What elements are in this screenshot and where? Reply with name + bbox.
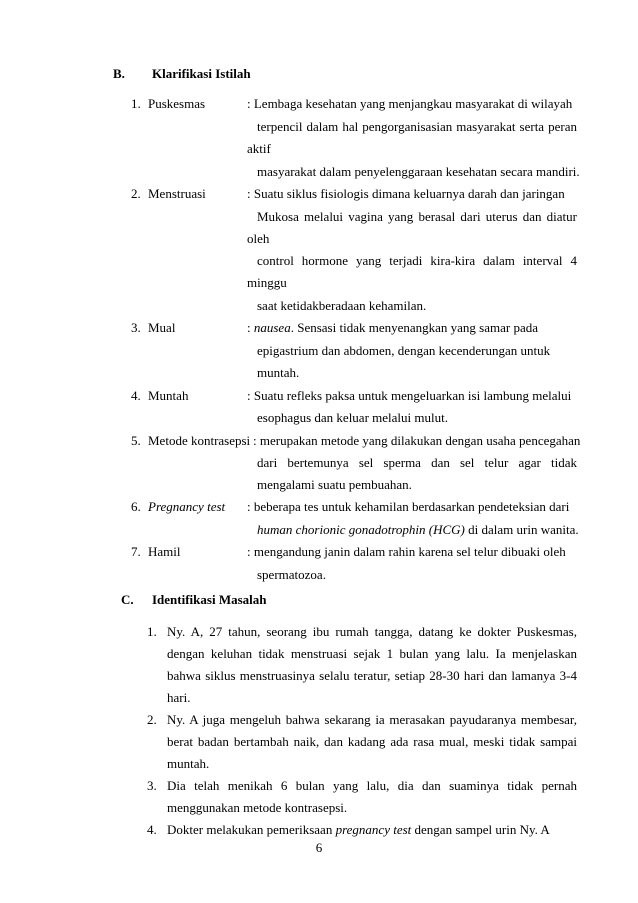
c-item-line: dengan keluhan tidak menstruasi sejak 1 bulan yang lalu. Ia menjelaskan: [167, 646, 577, 661]
b-item-term: Mual: [148, 320, 176, 335]
b-item-term: Pregnancy test: [148, 499, 226, 514]
b-item-term: Hamil: [148, 544, 181, 559]
c-item-number: 1.: [147, 624, 157, 639]
c-item-number: 2.: [147, 712, 157, 727]
b-item-definition-line: oleh: [247, 231, 270, 246]
c-item-line: bahwa siklus menstruasinya selalu teratur, setiap 28-30 hari dan lamanya 3-4: [167, 668, 577, 683]
c-item-number: 3.: [147, 778, 157, 793]
b-item-definition-line: masyarakat dalam penyelenggaraan kesehatan secara mandiri.: [257, 164, 580, 179]
c-item-line: menggunakan metode kontrasepsi.: [167, 800, 348, 815]
b-item-definition-italic: human chorionic gonadotrophin (HCG): [257, 522, 465, 537]
b-item-number: 3.: [131, 320, 141, 335]
c-item-rest: dengan sampel urin Ny. A: [411, 822, 550, 837]
b-item-number: 2.: [131, 186, 141, 201]
b-item-term: Muntah: [148, 388, 189, 403]
page-number: 6: [315, 840, 323, 855]
c-item-line: Dia telah menikah 6 bulan yang lalu, dia dan suaminya tidak pernah: [167, 778, 577, 793]
b-item-definition-line: aktif: [247, 141, 271, 156]
section-c-letter: C.: [121, 592, 134, 607]
b-item-definition-line: epigastrium dan abdomen, dengan kecenderungan untuk: [257, 343, 551, 358]
c-item-italic: pregnancy test: [335, 822, 412, 837]
b-item-definition-line: esophagus dan keluar melalui mulut.: [257, 410, 448, 425]
b-item-number: 7.: [131, 544, 141, 559]
c-item-number: 4.: [147, 822, 157, 837]
c-item-line: [167, 822, 550, 838]
section-b-letter: B.: [113, 66, 125, 81]
b-item-definition-line: : merupakan metode yang dilakukan dengan usaha pencegahan: [253, 433, 581, 448]
b-item-definition-line: [257, 522, 579, 538]
b-item-definition-rest: di dalam urin wanita.: [464, 522, 579, 537]
b-item-number: 4.: [131, 388, 141, 403]
b-item-definition-line: : mengandung janin dalam rahin karena sel telur dibuaki oleh: [247, 544, 566, 559]
b-item-term: Metode kontrasepsi: [148, 433, 251, 448]
b-item-number: 5.: [131, 433, 141, 448]
c-item-prefix: Dokter melakukan pemeriksaan: [167, 822, 336, 837]
b-item-definition-line: muntah.: [257, 365, 300, 380]
c-item-line: berat badan bertambah naik, dan kadang ada rasa mual, meski tidak sampai: [167, 734, 577, 749]
b-item-definition-line: saat ketidakberadaan kehamilan.: [257, 298, 427, 313]
b-item-definition-line: : Suatu siklus fisiologis dimana keluarnya darah dan jaringan: [247, 186, 565, 201]
b-item-number: 6.: [131, 499, 141, 514]
b-item-definition-line: Mukosa melalui vagina yang berasal dari uterus dan diatur: [257, 209, 577, 224]
b-item-definition-line: spermatozoa.: [257, 567, 326, 582]
b-item-definition-prefix: :: [247, 320, 254, 335]
b-item-definition-line: dari bertemunya sel sperma dan sel telur agar tidak: [257, 455, 577, 470]
b-item-definition-line: control hormone yang terjadi kira-kira dalam interval 4: [257, 253, 577, 268]
b-item-definition-line: [247, 320, 538, 336]
b-item-term: Puskesmas: [148, 96, 206, 111]
c-item-line: hari.: [167, 690, 191, 705]
b-item-term: Menstruasi: [148, 186, 206, 201]
b-item-definition-line: : Lembaga kesehatan yang menjangkau masyarakat di wilayah: [247, 96, 573, 111]
section-b-title: Klarifikasi Istilah: [152, 66, 251, 81]
b-item-definition-rest: . Sensasi tidak menyenangkan yang samar pada: [290, 320, 539, 335]
b-item-definition-line: : beberapa tes untuk kehamilan berdasarkan pendeteksian dari: [247, 499, 570, 514]
c-item-line: Ny. A, 27 tahun, seorang ibu rumah tangga, datang ke dokter Puskesmas,: [167, 624, 577, 639]
b-item-definition-line: terpencil dalam hal pengorganisasian masyarakat serta peran: [257, 119, 577, 134]
b-item-definition-line: : Suatu refleks paksa untuk mengeluarkan isi lambung melalui: [247, 388, 572, 403]
b-item-number: 1.: [131, 96, 141, 111]
c-item-line: Ny. A juga mengeluh bahwa sekarang ia merasakan payudaranya membesar,: [167, 712, 577, 727]
c-item-line: muntah.: [167, 756, 210, 771]
b-item-definition-italic: nausea: [253, 320, 291, 335]
b-item-definition-line: minggu: [247, 275, 287, 290]
section-c-title: Identifikasi Masalah: [152, 592, 267, 607]
b-item-definition-line: mengalami suatu pembuahan.: [257, 477, 412, 492]
